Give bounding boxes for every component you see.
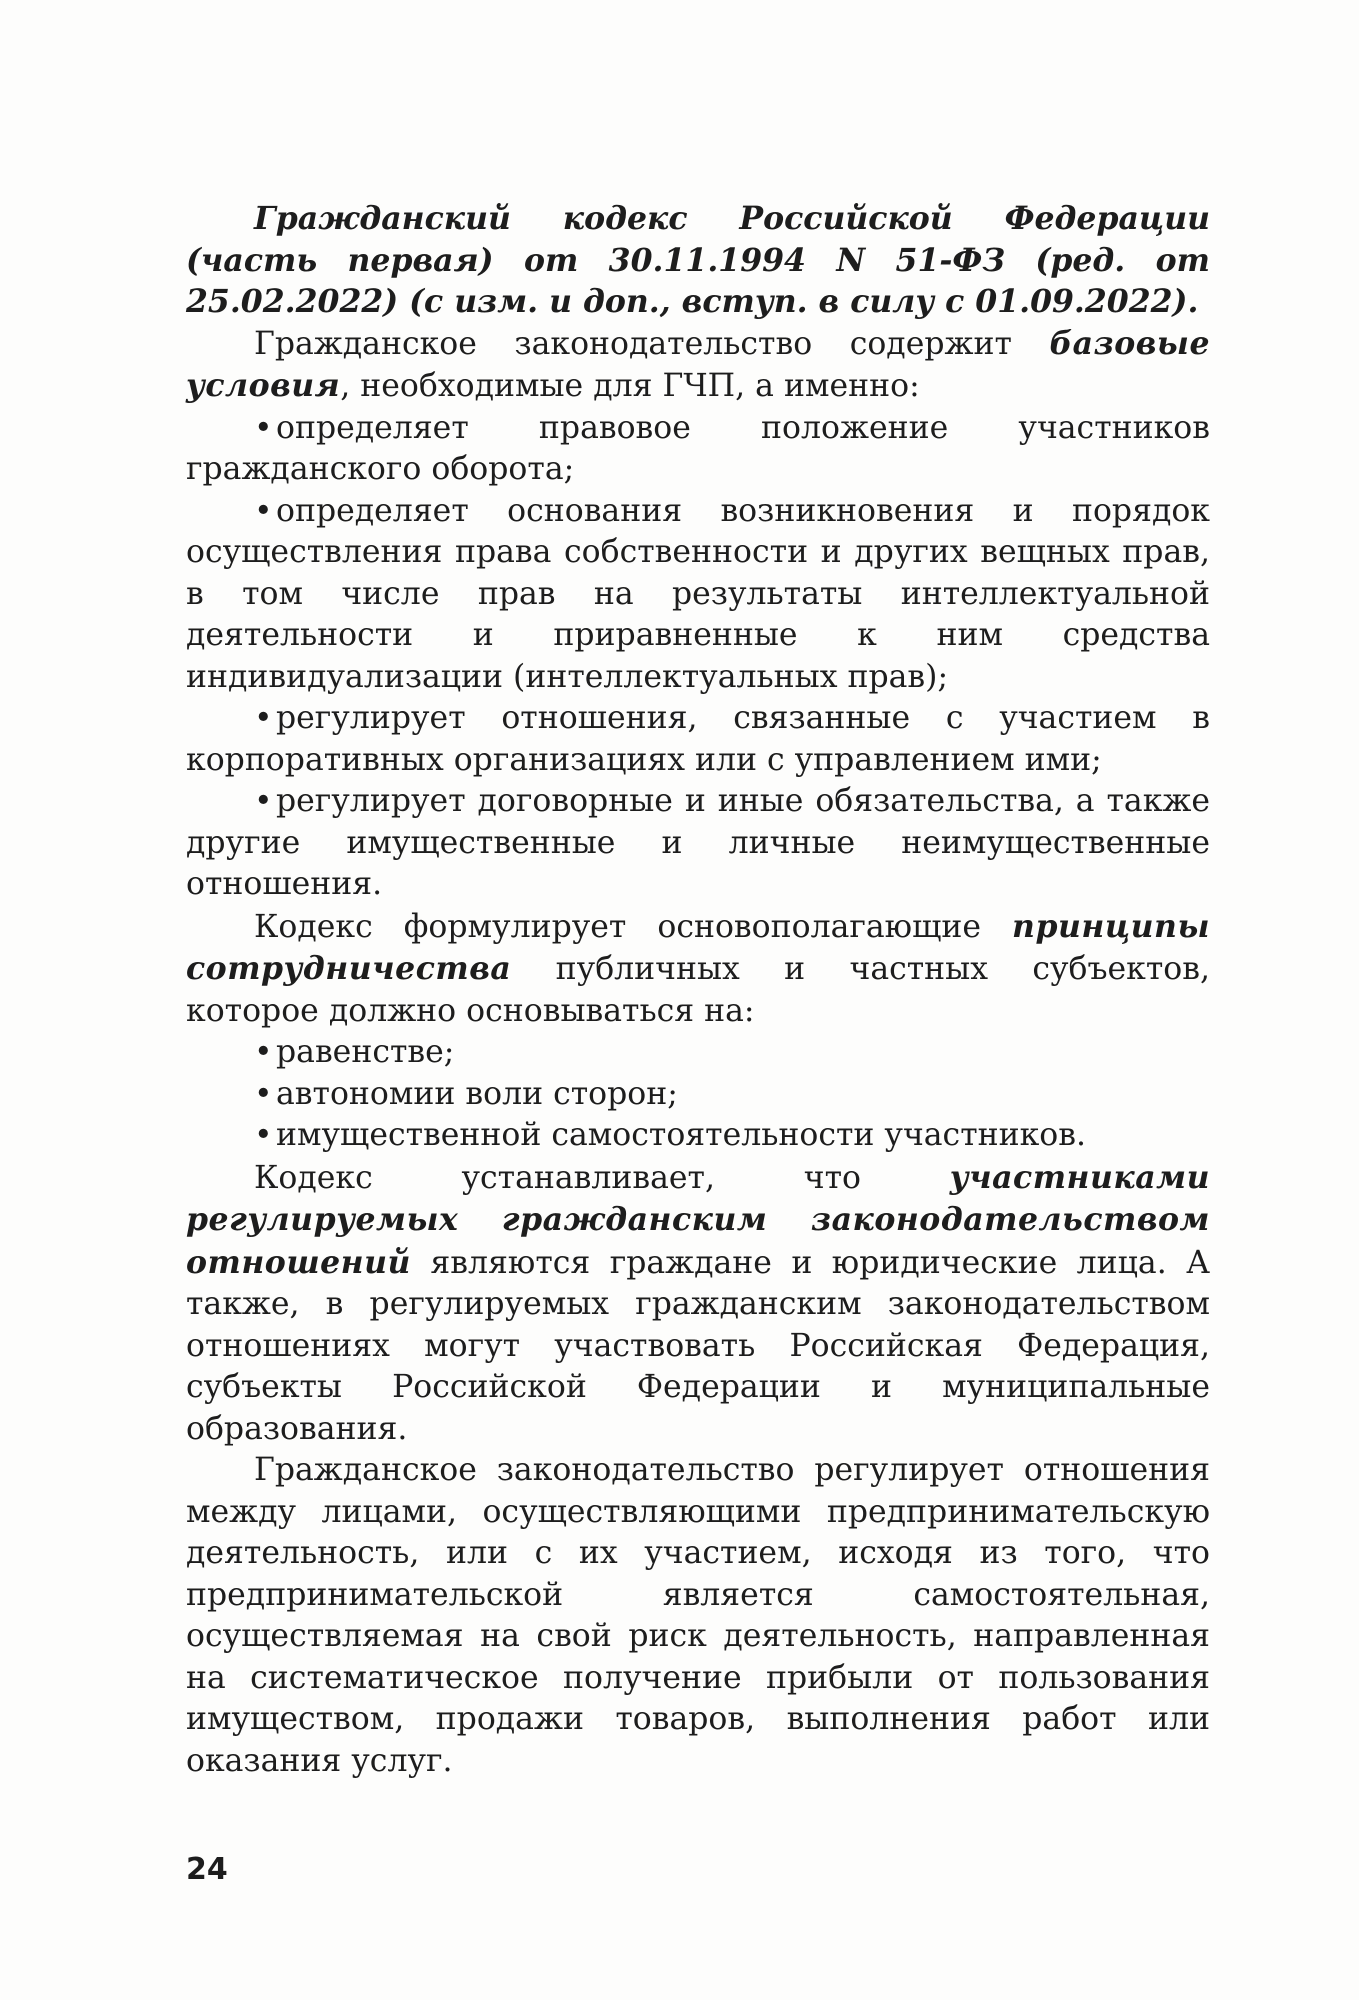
page-number: 24	[186, 1852, 228, 1887]
key-term: принципы сотрудничества	[186, 907, 1210, 987]
list-item	[186, 1115, 1210, 1157]
list-item-text: равенстве;	[276, 1034, 455, 1070]
list-item	[186, 491, 1210, 699]
paragraph-participants	[186, 1157, 1210, 1451]
law-reference: Гражданский кодекс Российской Федерации (часть первая) от 30.11.1994 N 51-ФЗ (ред. от 25.02.2022) (с изм. и доп., вступ. в силу с 01.09.2022).	[186, 200, 1210, 320]
key-term: участниками регулируемых гражданским законодательством отношений	[186, 1158, 1210, 1281]
list-item	[186, 1032, 1210, 1074]
list-item-text: регулирует договорные и иные обязательства, а также другие имущественные и личные неимущественные отношения.	[186, 783, 1210, 902]
list-item	[186, 1074, 1210, 1116]
paragraph-base-conditions	[186, 323, 1210, 408]
bullet-icon: •	[254, 700, 273, 736]
list-item-text: определяет правовое положение участников гражданского оборота;	[186, 409, 1210, 487]
list-item-text: автономии воли сторон;	[276, 1075, 678, 1112]
list-item-text: регулирует отношения, связанные с участием в корпоративных организациях или с управлением ими;	[186, 700, 1210, 778]
list-item	[186, 781, 1210, 906]
bullet-icon: •	[254, 492, 273, 529]
bullet-icon: •	[254, 1117, 273, 1153]
paragraph-entrepreneurship: Гражданское законодательство регулирует отношения между лицами, осуществляющими предпринимательскую деятельность, или с их участием, исходя из того, что предпринимательской является самостоятельная, осуществляемая на свой риск деятельность, направленная на систематическое получение прибыли от пользования имуществом, продажи товаров, выполнения работ или оказания услуг.	[186, 1452, 1210, 1779]
list-item-text: имущественной самостоятельности участников.	[276, 1117, 1087, 1153]
paragraph-text: публичных и частных субъектов, которое должно основываться на:	[186, 951, 1210, 1029]
paragraph-text: , необходимые для ГЧП, а именно:	[340, 368, 920, 404]
paragraph-text: Гражданское законодательство содержит	[254, 325, 1050, 362]
paragraph-text: являются граждане и юридические лица. А также, в регулируемых гражданским законодательством отношениях могут участвовать Российская Федерация, субъекты Российской Федерации и муниципальные образования.	[186, 1244, 1210, 1447]
bullet-icon: •	[254, 409, 273, 446]
bullet-icon: •	[254, 1075, 273, 1112]
key-term: базовые условия	[186, 324, 1210, 404]
list-item	[186, 408, 1210, 491]
paragraph-text: Кодекс устанавливает, что	[254, 1159, 950, 1196]
paragraph-principles	[186, 906, 1210, 1033]
page-body	[186, 198, 1210, 1782]
list-item	[186, 698, 1210, 781]
bullet-icon: •	[254, 1034, 273, 1070]
list-item-text: определяет основания возникновения и порядок осуществления права собственности и других вещных прав, в том числе прав на результаты интеллектуальной деятельности и приравненные к ним средства индивидуализации (интеллектуальных прав);	[186, 492, 1210, 695]
paragraph-text: Кодекс формулирует основополагающие	[254, 908, 1013, 945]
bullet-icon: •	[254, 783, 273, 819]
